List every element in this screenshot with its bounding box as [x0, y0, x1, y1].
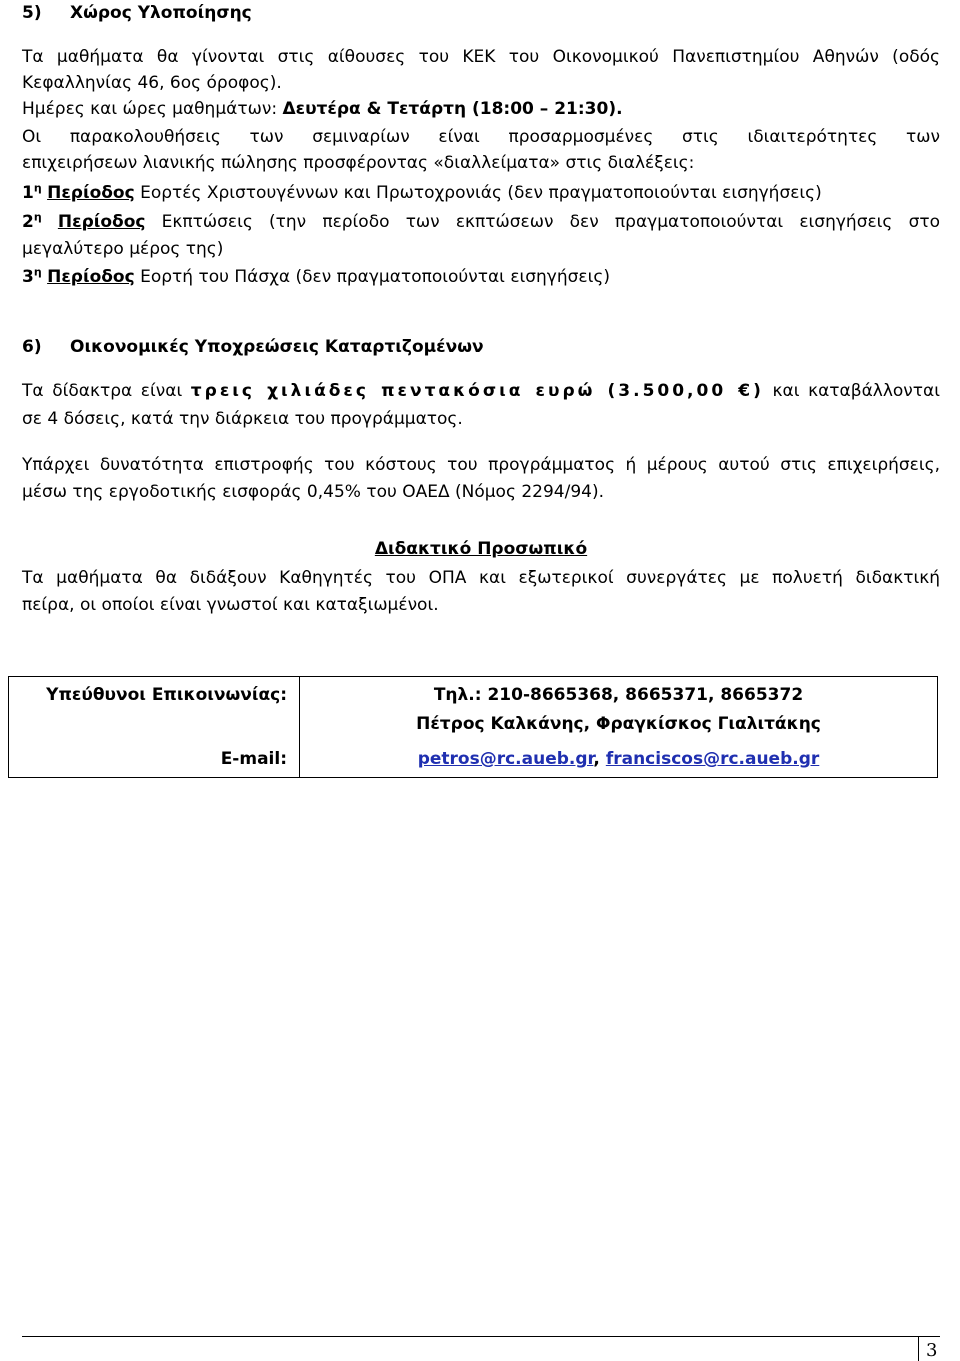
section5-paragraph-line2: Κεφαλληνίας 46, 6ος όροφος). [22, 73, 282, 93]
period-3-text: Εορτή του Πάσχα (δεν πραγματοποιούνται εισηγήσεις) [134, 267, 610, 287]
contact-phone: Τηλ.: 210-8665368, 8665371, 8665372 [433, 685, 804, 705]
period-3-sup: η [33, 265, 42, 279]
section6-number: 6) [22, 337, 42, 357]
period-1-number: 1 [22, 183, 34, 203]
period-2-sup: η [33, 210, 42, 224]
email-link-franciscos[interactable]: franciscos@rc.aueb.gr [605, 749, 820, 770]
section5-paragraph-line1: Τα μαθήματα θα γίνονται στις αίθουσες του ΚΕΚ του Οικονομικού Πανεπιστημίου Αθηνών (οδός [22, 47, 940, 67]
section5-heading [22, 2, 252, 24]
email-separator: , [593, 749, 606, 770]
footer-divider [22, 1336, 940, 1337]
period-2 [22, 211, 940, 233]
period-2-text-line2: μεγαλύτερο μέρος της) [22, 239, 224, 259]
staff-heading: Διδακτικό Προσωπικό [374, 539, 588, 559]
contact-responsible-value [300, 677, 938, 746]
fees-prefix: Τα δίδακτρα είναι [22, 381, 191, 401]
section6-title: Οικονομικές Υποχρεώσεις Καταρτιζομένων [70, 337, 484, 357]
email-link-petros[interactable]: petros@rc.aueb.gr [417, 749, 594, 770]
contact-responsible-label: Υπεύθυνοι Επικοινωνίας: [46, 685, 287, 705]
period-2-number: 2 [22, 212, 34, 232]
section5-title: Χώρος Υλοποίησης [70, 3, 252, 23]
contact-row-email [9, 745, 938, 777]
staff-line2: πείρα, οι οποίοι είναι γνωστοί και καταξιωμένοι. [22, 595, 439, 615]
period-1 [22, 182, 822, 204]
period-2-text: Εκπτώσεις (την περίοδο των εκπτώσεων δεν πραγματοποιούνται εισηγήσεις στο [145, 212, 940, 232]
lesson-days-label: Ημέρες και ώρες μαθημάτων: [22, 99, 283, 119]
period-3 [22, 266, 610, 288]
period-1-sup: η [33, 181, 42, 195]
lesson-days-value: Δευτέρα & Τετάρτη (18:00 – 21:30). [282, 99, 623, 119]
refund-line2: μέσω της εργοδοτικής εισφοράς 0,45% του ΟΑΕΔ (Νόμος 2294/94). [22, 482, 605, 502]
period-3-label: Περίοδος [47, 267, 135, 287]
page-number: 3 [926, 1340, 938, 1361]
footer-page-box-divider [918, 1336, 919, 1361]
period-1-label: Περίοδος [47, 183, 135, 203]
seminar-note-line2: επιχειρήσεων λιανικής πώλησης προσφέροντας «διαλλείματα» στις διαλέξεις: [22, 153, 695, 173]
fees-line1 [22, 380, 940, 402]
refund-line1: Υπάρχει δυνατότητα επιστροφής του κόστους του προγράμματος ή μέρους αυτού στις επιχειρήσεις, [22, 455, 940, 475]
seminar-note-line1: Οι παρακολουθήσεις των σεμιναρίων είναι προσαρμοσμένες στις ιδιαιτερότητες των [22, 127, 940, 147]
contact-email-label: E-mail: [220, 749, 287, 770]
contact-email-value [300, 745, 938, 777]
staff-line1: Τα μαθήματα θα διδάξουν Καθηγητές του ΟΠΑ και εξωτερικοί συνεργάτες με πολυετή διδακτική [22, 568, 940, 588]
lesson-days [22, 98, 623, 120]
section5-number: 5) [22, 3, 42, 23]
period-2-label: Περίοδος [57, 212, 146, 232]
fees-suffix: και καταβάλλονται [763, 381, 940, 401]
fees-line2: σε 4 δόσεις, κατά την διάρκεια του προγράμματος. [22, 409, 463, 429]
fees-amount: (3.500,00 €) [595, 381, 764, 401]
contact-names: Πέτρος Καλκάνης, Φραγκίσκος Γιαλιτάκης [416, 714, 821, 734]
period-3-number: 3 [22, 267, 34, 287]
period-1-text: Εορτές Χριστουγέννων και Πρωτοχρονιάς (δεν πραγματοποιούνται εισηγήσεις) [134, 183, 822, 203]
section6-heading [22, 336, 484, 358]
contact-row-responsible [9, 677, 938, 746]
fees-words: τρεις χιλιάδες πεντακόσια ευρώ [190, 381, 596, 401]
contact-table [8, 676, 938, 778]
